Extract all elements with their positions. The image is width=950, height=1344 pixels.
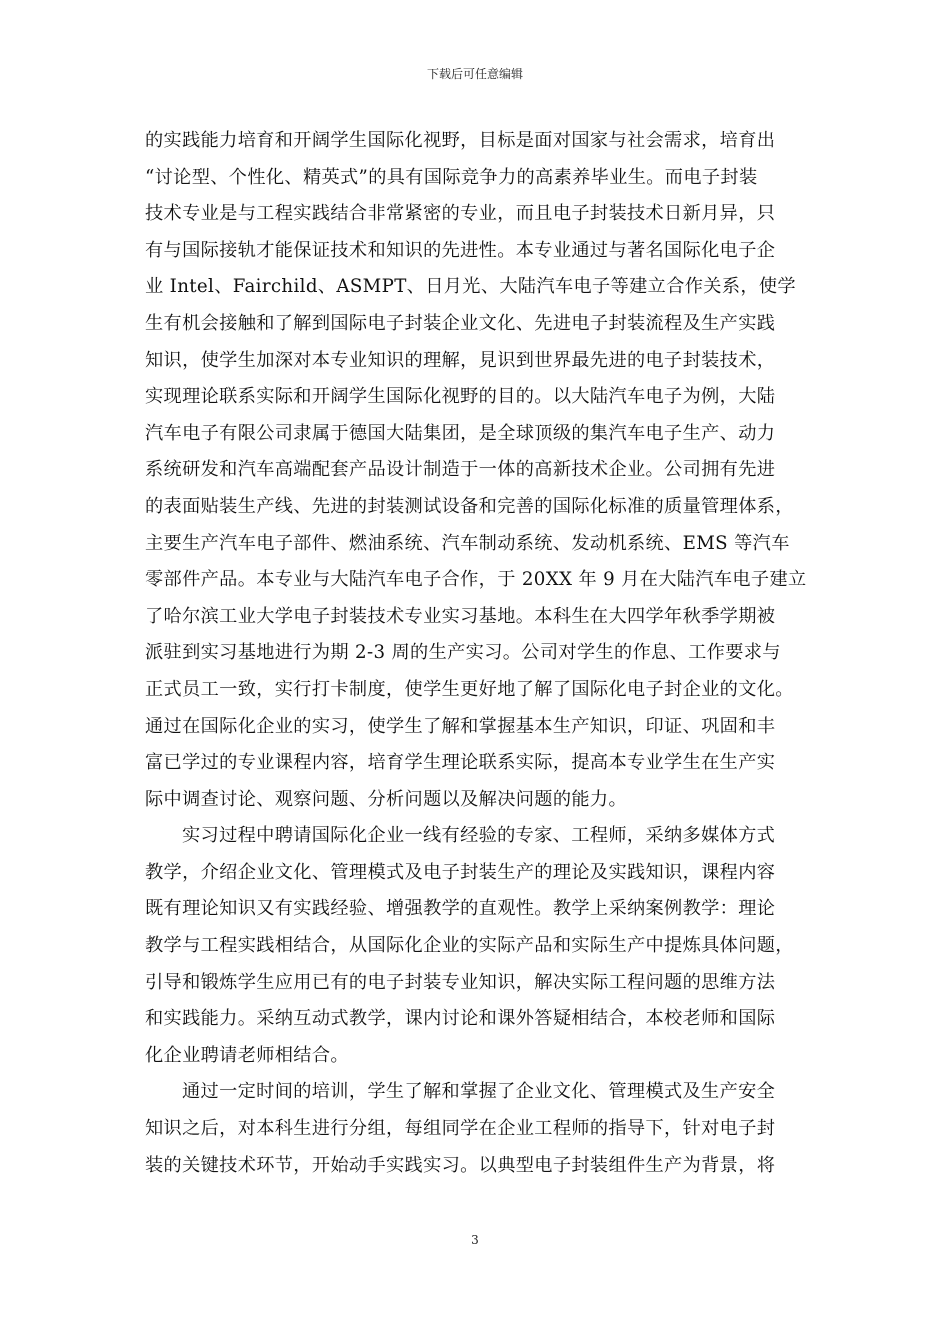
paragraph-start-line: 实习过程中聘请国际化企业一线有经验的专家、工程师，采纳多媒体方式 <box>182 825 776 847</box>
text-line: 引导和锻炼学生应用已有的电子封装专业知识，解决实际工程问题的思维方法 <box>145 971 776 993</box>
text-line: 的实践能力培育和开阔学生国际化视野，目标是面对国家与社会需求，培育出 <box>145 130 776 151</box>
text-line: 既有理论知识又有实践经验、增强教学的直观性。教学上采纳案例教学：理论 <box>145 898 776 920</box>
text-line: 派驻到实习基地进行为期 2-3 周的生产实习。公司对学生的作息、工作要求与 <box>145 642 781 664</box>
text-line: 零部件产品。本专业与大陆汽车电子合作，于 20XX 年 9 月在大陆汽车电子建立 <box>145 569 807 591</box>
text-line: 教学，介绍企业文化、管理模式及电子封装生产的理论及实践知识，课程内容 <box>145 861 776 883</box>
text-line: 通过在国际化企业的实习，使学生了解和掌握基本生产知识，印证、巩固和丰 <box>145 715 776 737</box>
text-line: 知识，使学生加深对本专业知识的理解，見识到世界最先进的电子封装技术， <box>145 349 776 371</box>
text-line: 际中调查讨论、观察问题、分析问题以及解决问题的能力。 <box>145 788 627 810</box>
page-number: 3 <box>471 1233 479 1247</box>
text-line: 技术专业是与工程实践结合非常紧密的专业，而且电子封装技术日新月异，只 <box>145 203 776 225</box>
text-line: 化企业聘请老师相结合。 <box>145 1044 349 1066</box>
text-line: 和实践能力。采纳互动式教学，课内讨论和课外答疑相结合，本校老师和国际 <box>145 1008 776 1030</box>
text-line: 教学与工程实践相结合，从国际化企业的实际产品和实际生产中提炼具体问题， <box>145 935 794 957</box>
text-line: 业 Intel、Fairchild、ASMPT、日月光、大陆汽车电子等建立合作关系，使学 <box>145 276 796 298</box>
text-line: 汽车电子有限公司隶属于德国大陆集团，是全球顶级的集汽车电子生产、动力 <box>145 422 776 444</box>
text-line: 系统研发和汽车高端配套产品设计制造于一体的高新技术企业。公司拥有先进 <box>145 459 776 481</box>
text-line: 的表面贴装生产线、先进的封装测试设备和完善的国际化标准的质量管理体系， <box>145 495 794 517</box>
text-line: 装的关键技术环节，开始动手实践实习。以典型电子封装组件生产为背景，将 <box>145 1154 776 1176</box>
page-header: 下载后可任意编辑 <box>426 67 523 81</box>
text-line: 知识之后，对本科生进行分组，每组同学在企业工程师的指导下，针对电子封 <box>145 1118 776 1140</box>
paragraph-start-line: 通过一定时间的培训，学生了解和掌握了企业文化、管理模式及生产安全 <box>182 1081 776 1103</box>
text-line: 正式员工一致，实行打卡制度，使学生更好地了解了国际化电子封企业的文化。 <box>145 678 794 700</box>
text-line: 主要生产汽车电子部件、燃油系统、汽车制动系统、发动机系统、EMS 等汽车 <box>145 532 790 554</box>
body-text <box>145 123 820 1184</box>
text-line: 了哈尔滨工业大学电子封装技术专业实习基地。本科生在大四学年秋季学期被 <box>145 605 776 627</box>
text-line: 实现理论联系实际和开阔学生国际化视野的目的。以大陆汽车电子为例，大陆 <box>145 386 776 408</box>
text-line: “讨论型、个性化、精英式”的具有国际竞争力的高素养毕业生。而电子封装 <box>145 166 758 188</box>
text-line: 富已学过的专业课程内容，培育学生理论联系实际，提高本专业学生在生产实 <box>145 752 776 774</box>
text-line: 生有机会接触和了解到国际电子封装企业文化、先进电子封装流程及生产实践 <box>145 312 776 334</box>
text-line: 有与国际接轨才能保证技术和知识的先进性。本专业通过与著名国际化电子企 <box>145 239 776 261</box>
